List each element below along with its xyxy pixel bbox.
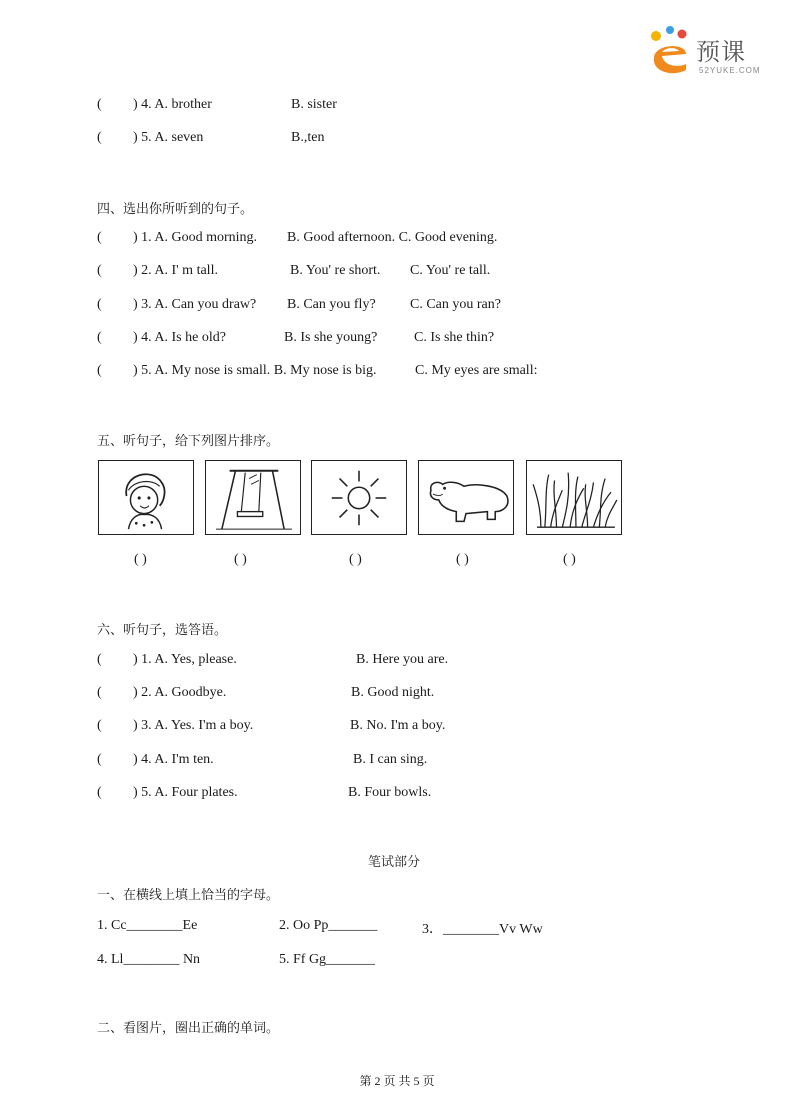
answer-paren: ( bbox=[97, 752, 102, 767]
fill-row bbox=[0, 918, 794, 940]
option-c: C. Is she thin? bbox=[414, 330, 495, 345]
fill-item: 5. Ff Gg_______ bbox=[279, 952, 376, 967]
option-b: B. Good afternoon. C. Good evening. bbox=[287, 230, 498, 245]
answer-paren: ( bbox=[97, 785, 102, 800]
question-row bbox=[0, 130, 794, 152]
question-row bbox=[0, 752, 794, 774]
order-paren[interactable]: ( ) bbox=[563, 552, 576, 567]
option-a: ) 1. A. Yes, please. bbox=[133, 652, 237, 667]
written-section-1-heading: 一、在横线上填上恰当的字母。 bbox=[97, 888, 280, 903]
option-b: B. Good night. bbox=[351, 685, 435, 700]
question-row bbox=[0, 652, 794, 674]
section-4-heading: 四、选出你所听到的句子。 bbox=[97, 202, 254, 217]
logo-brand-text: 预课 bbox=[696, 38, 746, 66]
option-a: ) 5. A. Four plates. bbox=[133, 785, 238, 800]
answer-paren: ( bbox=[97, 297, 102, 312]
answer-paren: ( bbox=[97, 652, 102, 667]
option-a: ) 5. A. seven bbox=[133, 130, 204, 145]
brand-logo bbox=[644, 20, 784, 80]
answer-paren: ( bbox=[97, 230, 102, 245]
swing-picture bbox=[205, 460, 301, 535]
section-5-heading: 五、听句子，给下列图片排序。 bbox=[97, 434, 280, 449]
option-b: B. Four bowls. bbox=[348, 785, 432, 800]
order-paren[interactable]: ( ) bbox=[134, 552, 147, 567]
swing-icon bbox=[206, 461, 300, 534]
option-b: B. Can you fly? bbox=[287, 297, 376, 312]
answer-paren: ( bbox=[97, 685, 102, 700]
fill-item: 2. Oo Pp_______ bbox=[279, 918, 378, 933]
sun-picture bbox=[311, 460, 407, 535]
fill-row bbox=[0, 952, 794, 974]
option-c: C. You' re tall. bbox=[410, 263, 491, 278]
hippo-icon bbox=[419, 461, 513, 534]
hippo-picture bbox=[418, 460, 514, 535]
page-footer: 第 2 页 共 5 页 bbox=[359, 1074, 435, 1088]
order-paren[interactable]: ( ) bbox=[456, 552, 469, 567]
option-a: ) 5. A. My nose is small. B. My nose is big. bbox=[133, 363, 377, 378]
option-b: B. Is she young? bbox=[284, 330, 378, 345]
question-row bbox=[0, 685, 794, 707]
section-6-heading: 六、听句子，选答语。 bbox=[97, 623, 228, 638]
question-row bbox=[0, 97, 794, 119]
option-c: C. My eyes are small: bbox=[415, 363, 538, 378]
girl-picture bbox=[98, 460, 194, 535]
question-row bbox=[0, 363, 794, 385]
answer-paren: ( bbox=[97, 263, 102, 278]
question-row bbox=[0, 297, 794, 319]
grass-picture bbox=[526, 460, 622, 535]
option-b: B. You' re short. bbox=[290, 263, 381, 278]
question-row bbox=[0, 718, 794, 740]
answer-paren: ( bbox=[97, 97, 102, 112]
fill-item: 3．________Vv Ww bbox=[422, 922, 543, 937]
option-b: B.,ten bbox=[291, 130, 325, 145]
option-b: B. sister bbox=[291, 97, 337, 112]
option-a: ) 4. A. I'm ten. bbox=[133, 752, 214, 767]
answer-paren: ( bbox=[97, 363, 102, 378]
question-row bbox=[0, 230, 794, 252]
fill-item: 4. Ll________ Nn bbox=[97, 952, 201, 967]
grass-icon bbox=[527, 461, 621, 534]
girl-icon bbox=[99, 461, 193, 534]
question-row bbox=[0, 330, 794, 352]
logo-url-text: 52YUKE.COM bbox=[699, 66, 761, 75]
option-b: B. I can sing. bbox=[353, 752, 428, 767]
logo-e-icon bbox=[644, 20, 696, 80]
answer-paren: ( bbox=[97, 130, 102, 145]
option-a: ) 3. A. Yes. I'm a boy. bbox=[133, 718, 254, 733]
option-a: ) 1. A. Good morning. bbox=[133, 230, 258, 245]
order-paren[interactable]: ( ) bbox=[349, 552, 362, 567]
question-row bbox=[0, 263, 794, 285]
written-section-2-heading: 二、看图片，圈出正确的单词。 bbox=[97, 1021, 280, 1036]
order-paren[interactable]: ( ) bbox=[234, 552, 247, 567]
sun-icon bbox=[312, 461, 406, 534]
option-a: ) 4. A. Is he old? bbox=[133, 330, 226, 345]
option-b: B. Here you are. bbox=[356, 652, 449, 667]
written-part-title: 笔试部分 bbox=[368, 855, 421, 870]
option-a: ) 4. A. brother bbox=[133, 97, 212, 112]
option-a: ) 3. A. Can you draw? bbox=[133, 297, 257, 312]
answer-paren: ( bbox=[97, 330, 102, 345]
option-a: ) 2. A. Goodbye. bbox=[133, 685, 227, 700]
option-c: C. Can you ran? bbox=[410, 297, 501, 312]
option-a: ) 2. A. I' m tall. bbox=[133, 263, 218, 278]
question-row bbox=[0, 785, 794, 807]
answer-paren: ( bbox=[97, 718, 102, 733]
fill-item: 1. Cc________Ee bbox=[97, 918, 198, 933]
option-b: B. No. I'm a boy. bbox=[350, 718, 446, 733]
